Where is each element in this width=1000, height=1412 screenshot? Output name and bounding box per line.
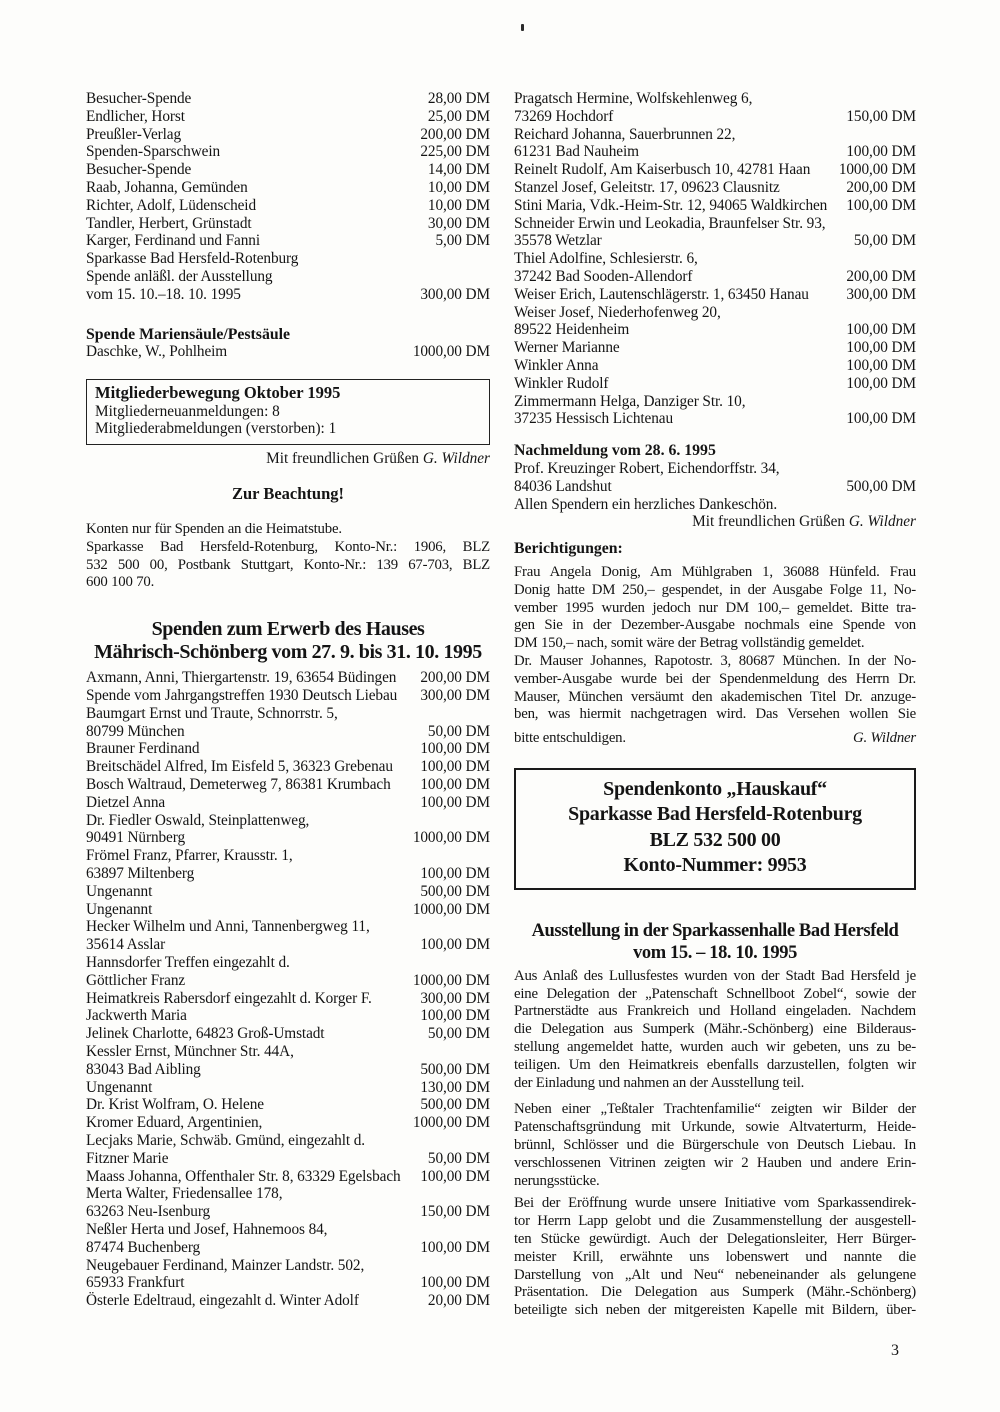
donation-amount: 100,00 DM [846,374,916,392]
paragraph-line: ben, was hiermit nachgetragen wird. Das Versehen wollen Sie [514,706,916,723]
page-number: 3 [891,1342,899,1359]
donation-row [86,972,490,990]
donation-list-nachmeldung [514,460,916,513]
donation-row [86,1061,490,1079]
donation-row [86,794,490,812]
section-nachmeldung [514,442,916,513]
donation-row [514,90,916,108]
print-registration-mark [521,24,524,31]
paragraph-line: DM 150,– nach, somit wäre der Betrag vollständig gemeldet. [514,635,865,652]
donation-row [86,1185,490,1203]
donation-row [86,990,490,1008]
donation-row [86,1274,490,1292]
heading-line-1: Ausstellung in der Sparkassenhalle Bad Hersfeld [531,920,899,941]
donation-row [86,1221,490,1239]
section-title: Spende Mariensäule/Pestsäule [86,325,291,343]
heading-line-2: vom 15. – 18. 10. 1995 [633,942,797,963]
donor-name: Jelinek Charlotte, 64823 Groß-Umstadt [86,1025,325,1043]
donation-amount: 50,00 DM [427,1149,490,1167]
donor-name: Spenden-Sparschwein [86,143,221,161]
donation-amount: 10,00 DM [427,178,490,196]
donation-row [514,375,916,393]
hauskauf-donations-heading [86,618,490,663]
donor-name: Kessler Ernst, Münchner Str. 44A, [86,1042,294,1060]
donation-row [86,829,490,847]
donor-name: Axmann, Anni, Thiergartenstr. 19, 63654 Büdingen [86,669,397,687]
closing-text: Mit freundlichen Grüßen [266,450,423,468]
berichtigungen-paragraph [514,564,916,724]
donation-row [514,339,916,357]
donation-row [514,410,916,428]
paragraph-line: gen Sie in der Dezember-Ausgabe nochmals eine Spende von [514,617,916,634]
donor-name: 89522 Heidenheim [514,321,630,339]
donation-row [514,179,916,197]
spendenkonto-line: Konto-Nummer: 9953 [623,854,807,877]
donor-name: Neugebauer Ferdinand, Mainzer Landstr. 502, [86,1256,365,1274]
donation-amount: 500,00 DM [846,477,916,495]
membership-box-title: Mitgliederbewegung Oktober 1995 [95,383,341,403]
donor-name: Zimmermann Helga, Danziger Str. 10, [514,392,746,410]
donor-name: Ungenannt [86,882,153,900]
donation-row [86,1025,490,1043]
donation-row [86,740,490,758]
donor-name: Österle Edeltraud, eingezahlt d. Winter Adolf [86,1292,359,1310]
paragraph-line: der Einladung und nahmen an der Ausstellung teil. [514,1074,805,1091]
paragraph-line: Mauser, München versäumt den akademischen Titel Dr. anzuge- [514,688,916,705]
donation-row [86,883,490,901]
donor-name: Reinelt Rudolf, Am Kaiserbusch 10, 42781 Haan [514,161,811,179]
donation-amount: 30,00 DM [427,214,490,232]
donor-name: Weiser Josef, Niederhofenweg 20, [514,303,721,321]
donor-name: 83043 Bad Aibling [86,1060,201,1078]
donation-row [86,847,490,865]
section-berichtigungen [514,540,916,748]
donor-name: Frömel Franz, Pfarrer, Krausstr. 1, [86,847,293,865]
donor-name: 35614 Asslar [86,936,166,954]
donation-row [86,1079,490,1097]
donation-list-hauskauf-continued [514,90,916,428]
donation-row [514,215,916,233]
donor-name: Stini Maria, Vdk.-Heim-Str. 12, 94065 Waldkirchen [514,196,828,214]
signature-name: G. Wildner [853,730,916,747]
donation-amount: 500,00 DM [420,882,490,900]
donation-amount: 200,00 DM [846,267,916,285]
paragraph-line: nerungsstücke. [514,1172,600,1189]
donation-row [86,1257,490,1275]
paragraph-line: ten Stücke gewürdigt. Auch der Delegationsleiter, Herr Bürger- [514,1231,916,1248]
donation-amount: 100,00 DM [420,1167,490,1185]
donation-amount: 100,00 DM [420,1274,490,1292]
paragraph-line: stellung angemeldet hatte, wurden auch wir gebeten, uns zu be- [514,1039,916,1056]
closing-text: Mit freundlichen Grüßen [692,513,849,531]
donation-row [86,776,490,794]
donation-amount: 1000,00 DM [838,161,916,179]
donor-name: Hecker Wilhelm und Anni, Tannenbergweg 11, [86,918,370,936]
ausstellung-paragraph-1 [514,968,916,1093]
paragraph-line: Bei der Eröffnung wurde unsere Initiative vom Sparkassendirek- [514,1195,916,1212]
paragraph-line: Frau Angela Donig, Am Mühlgraben 1, 36088 Hünfeld. Frau [514,563,916,580]
donation-row [86,1132,490,1150]
membership-movement-box [86,379,490,445]
donor-name: Lecjaks Marie, Schwäb. Gmünd, eingezahlt d. [86,1131,366,1149]
donation-row [86,954,490,972]
donor-name: Dietzel Anna [86,793,166,811]
donor-name: 87474 Buchenberg [86,1238,201,1256]
donation-row [86,865,490,883]
donation-amount: 225,00 DM [420,143,490,161]
section-mariensaeule [86,326,490,362]
donation-row [86,90,490,108]
donation-row [86,108,490,126]
donation-amount: 150,00 DM [846,107,916,125]
donation-amount: 100,00 DM [420,740,490,758]
donor-name: Weiser Erich, Lautenschlägerstr. 1, 63450 Hanau [514,285,809,303]
membership-deregistrations: Mitgliederabmeldungen (verstorben): 1 [95,420,337,438]
donation-amount: 1000,00 DM [412,900,490,918]
donation-amount: 100,00 DM [420,1007,490,1025]
donor-name: Spende anläßl. der Ausstellung [86,267,273,285]
donation-amount: 50,00 DM [427,722,490,740]
donation-amount: 50,00 DM [427,1025,490,1043]
paragraph-line: meister Krill, erwähnte uns lobenswert und nannte die [514,1248,916,1265]
donor-name: Karger, Ferdinand und Fanni [86,232,260,250]
donor-name: Spende vom Jahrgangstreffen 1930 Deutsch Liebau [86,687,398,705]
donation-amount: 200,00 DM [420,669,490,687]
donation-amount: 200,00 DM [846,178,916,196]
donation-amount: 100,00 DM [420,776,490,794]
donor-name: Pragatsch Hermine, Wolfskehlenweg 6, [514,90,753,107]
donation-row [86,1168,490,1186]
donation-row [86,1007,490,1025]
donation-row [514,478,916,496]
donation-row [86,687,490,705]
paragraph-line: Aus Anlaß des Lullusfestes wurden von der Stadt Bad Hersfeld je [514,967,916,984]
donation-row [86,179,490,197]
donation-amount: 500,00 DM [420,1096,490,1114]
donation-row [514,197,916,215]
donor-name: Besucher-Spende [86,90,192,107]
donation-row [86,1239,490,1257]
paragraph-line: Sparkasse Bad Hersfeld-Rotenburg, Konto-Nr.: 1906, BLZ [86,538,490,555]
donor-name: Heimatkreis Rabersdorf eingezahlt d. Korger F. [86,989,372,1007]
donation-row [86,723,490,741]
spendenkonto-line: Spendenkonto „Hauskauf“ [603,777,827,800]
donor-name: Dr. Krist Wolfram, O. Helene [86,1096,264,1114]
spendenkonto-box [514,768,916,890]
donor-name: Brauner Ferdinand [86,740,200,758]
donation-amount: 100,00 DM [846,143,916,161]
donor-name: Baumgart Ernst und Traute, Schnorrstr. 5, [86,704,338,722]
donation-amount: 300,00 DM [846,285,916,303]
donation-row [514,161,916,179]
donation-row [86,1114,490,1132]
paragraph-line: tor Herrn Lapp gelobt und die Zusammenstellung der ausgestell- [514,1213,916,1230]
donor-name: Richter, Adolf, Lüdenscheid [86,196,257,214]
paragraph-line: beteiligte sich neben der mitgereisten Kapelle mit Bildern, über- [514,1302,916,1319]
donation-amount: 100,00 DM [846,321,916,339]
signature-name: G. Wildner [848,513,916,531]
donation-list-general [86,90,490,304]
paragraph-line: 532 500 00, Postbank Stuttgart, Konto-Nr.: 139 67-703, BLZ [86,556,490,573]
donor-name: Stanzel Josef, Geleitstr. 17, 09623 Clausnitz [514,178,780,196]
donation-amount: 5,00 DM [435,232,490,250]
donation-amount: 14,00 DM [427,161,490,179]
donation-row [86,250,490,268]
donor-name: 65933 Frankfurt [86,1274,185,1292]
closing-greeting [86,450,490,468]
paragraph-line: eine Delegation der „Patenschaft Schnellboot Zobel“, sowie der [514,985,916,1002]
donor-name: 63263 Neu-Isenburg [86,1203,211,1221]
donation-amount: 100,00 DM [846,410,916,428]
donation-row [86,901,490,919]
donation-row [86,268,490,286]
donor-name: Raab, Johanna, Gemünden [86,178,248,196]
paragraph-line: Darstellung von „Alt und Neu“ nebeneinander als gelungene [514,1266,916,1283]
donation-list-hauskauf [86,669,490,1310]
ausstellung-paragraph-2 [514,1101,916,1190]
donation-row [514,108,916,126]
donor-name: Prof. Kreuzinger Robert, Eichendorffstr. 34, [514,459,780,477]
donation-row [86,1203,490,1221]
donation-amount: 300,00 DM [420,285,490,303]
donation-amount: 10,00 DM [427,196,490,214]
donation-row [514,232,916,250]
donor-name: 37235 Hessisch Lichtenau [514,410,674,428]
donation-amount: 130,00 DM [420,1078,490,1096]
donor-name: Preußler-Verlag [86,125,182,143]
donor-name: Ungenannt [86,1078,153,1096]
donation-amount: 28,00 DM [427,90,490,107]
donor-name: Dr. Fiedler Oswald, Steinplattenweg, [86,811,310,829]
donation-amount: 500,00 DM [420,1060,490,1078]
donor-name: 84036 Landshut [514,477,612,495]
paragraph-line: brünnl, Schlösser und die Bürgerschule von Deutsch Liebau. In [514,1137,916,1154]
donor-name: Besucher-Spende [86,161,192,179]
donation-row [86,343,490,361]
donation-row [514,143,916,161]
paragraph-line: Konten nur für Spenden an die Heimatstube. [86,521,342,538]
paragraph-line: Donig hatte DM 250,– gespendet, in der Ausgabe Folge 11, No- [514,581,916,598]
paragraph-line: vember-Ausgabe wurde bei der Spendenmeldung des Herrn Dr. [514,670,916,687]
paragraph-line: Partnerstädte aus Frankreich und Holland eingeladen. Nachdem [514,1003,916,1020]
donor-name: Hannsdorfer Treffen eingezahlt d. [86,953,290,971]
paragraph-line: vember 1995 wurden jedoch nur DM 100,– gemeldet. Bitte tra- [514,599,916,616]
donor-name: 61231 Bad Nauheim [514,143,639,161]
donor-name: 63897 Miltenberg [86,865,195,882]
donor-name: Fitzner Marie [86,1149,169,1167]
donation-amount: 100,00 DM [420,793,490,811]
donation-row [86,286,490,304]
donor-name: 90491 Nürnberg [86,829,186,847]
donation-row [514,126,916,144]
closing-greeting [514,513,916,531]
donation-row [86,232,490,250]
donor-name: Allen Spendern ein herzliches Dankeschön. [514,495,778,513]
donation-amount: 300,00 DM [420,989,490,1007]
nachmeldung-title: Nachmeldung vom 28. 6. 1995 [514,442,716,460]
left-column [86,90,490,1310]
donation-amount: 100,00 DM [846,196,916,214]
donor-name: 80799 München [86,722,185,740]
donor-name: Tandler, Herbert, Grünstadt [86,214,252,232]
paragraph-line: teiligen. Um den Heimatkreis ebenfalls darzustellen, folgten wir [514,1056,916,1073]
donor-name: Merta Walter, Friedensallee 178, [86,1185,283,1203]
donation-row [86,215,490,233]
donation-amount: 100,00 DM [420,758,490,776]
donor-name: Breitschädel Alfred, Im Eisfeld 5, 36323 Grebenau [86,758,393,776]
donation-row [86,758,490,776]
donation-row [514,268,916,286]
donor-name: Sparkasse Bad Hersfeld-Rotenburg [86,250,299,268]
paragraph-line: bitte entschuldigen. [514,730,626,747]
donation-amount: 100,00 DM [420,936,490,954]
donor-name: Bosch Waltraud, Demeterweg 7, 86381 Krumbach [86,776,391,794]
ausstellung-heading [514,920,916,964]
donor-name: Ungenannt [86,900,153,918]
donation-row [86,126,490,144]
donation-amount: 150,00 DM [420,1203,490,1221]
donation-row [86,161,490,179]
notice-title: Zur Beachtung! [231,484,344,504]
signature-name: G. Wildner [422,450,490,468]
donation-row [514,321,916,339]
donor-name: 37242 Bad Sooden-Allendorf [514,267,693,285]
donor-name: Maass Johanna, Offenthaler Str. 8, 63329 Egelsbach [86,1167,401,1185]
donation-row [514,393,916,411]
donation-row [514,286,916,304]
donor-name: Reichard Johanna, Sauerbrunnen 22, [514,125,736,143]
donation-row [514,357,916,375]
donor-name: Werner Marianne [514,339,620,357]
donation-amount: 20,00 DM [427,1292,490,1310]
heading-line-1: Spenden zum Erwerb des Hauses [151,618,425,641]
donor-name: Winkler Anna [514,356,599,374]
notice-paragraph [86,521,490,592]
ausstellung-paragraph-3 [514,1195,916,1320]
paragraph-line: 600 100 70. [86,574,155,591]
donation-amount: 200,00 DM [420,125,490,143]
paragraph-line: verschlossenen Vitrinen zeigten wir 2 Hauben und andere Erin- [514,1154,916,1171]
donor-name: Endlicher, Horst [86,107,185,125]
donation-row [514,250,916,268]
donation-amount: 50,00 DM [853,232,916,250]
donation-amount: 100,00 DM [420,1238,490,1256]
donor-name: Thiel Adolfine, Schlesierstr. 6, [514,250,698,268]
donation-row [86,143,490,161]
donation-amount: 25,00 DM [427,107,490,125]
donation-list-mariensaeule [86,343,490,361]
donation-row [86,1096,490,1114]
donation-amount: 1000,00 DM [412,971,490,989]
donation-amount: 100,00 DM [420,865,490,882]
donation-row [86,705,490,723]
right-column [514,90,916,1320]
donor-name: Neßler Herta und Josef, Hahnemoos 84, [86,1220,328,1238]
donation-row [514,496,916,514]
donation-amount: 1000,00 DM [412,343,490,361]
donation-row [514,304,916,322]
paragraph-line: Neben einer „Teßtaler Trachtenfamilie“ zeigten wir Bilder der [514,1101,916,1118]
spendenkonto-line: BLZ 532 500 00 [649,828,781,851]
paragraph-line: die Delegation aus Sumperk (Mähr.-Schönberg) eine Bilderaus- [514,1021,916,1038]
donation-row [86,197,490,215]
donation-row [86,1043,490,1061]
donor-name: Daschke, W., Pohlheim [86,343,228,361]
donation-amount: 100,00 DM [846,339,916,357]
donor-name: Kromer Eduard, Argentinien, [86,1114,263,1132]
spendenkonto-line: Sparkasse Bad Hersfeld-Rotenburg [568,803,862,826]
donation-row [514,460,916,478]
berichtigungen-title: Berichtigungen: [514,540,623,558]
membership-new-registrations: Mitgliederneuanmeldungen: 8 [95,402,280,420]
donor-name: Schneider Erwin und Leokadia, Braunfelser Str. 93, [514,214,826,232]
donation-row [86,1150,490,1168]
donation-amount: 100,00 DM [846,356,916,374]
donation-row [86,918,490,936]
donor-name: vom 15. 10.–18. 10. 1995 [86,285,241,303]
donor-name: Göttlicher Franz [86,971,186,989]
donation-row [86,1292,490,1310]
donor-name: 35578 Wetzlar [514,232,602,250]
donor-name: Jackwerth Maria [86,1007,187,1025]
paragraph-line: Präsentation. Die Delegation aus Sumperk (Mähr.-Schönberg) [514,1284,916,1301]
berichtigungen-last-line [514,730,916,748]
heading-line-2: Mährisch-Schönberg vom 27. 9. bis 31. 10. 1995 [94,640,482,663]
donation-amount: 1000,00 DM [412,829,490,847]
donation-row [86,812,490,830]
paragraph-line: Dr. Mauser Johannes, Rapotostr. 3, 80687 München. In der No- [514,652,916,669]
donation-row [86,936,490,954]
donor-name: 73269 Hochdorf [514,107,614,125]
donation-amount: 1000,00 DM [412,1114,490,1132]
donation-amount: 300,00 DM [420,687,490,705]
donor-name: Winkler Rudolf [514,374,609,392]
donation-row [86,669,490,687]
paragraph-line: Patenschaftsgründung mit Urkunde, sowie Altvaterturm, Heide- [514,1119,916,1136]
